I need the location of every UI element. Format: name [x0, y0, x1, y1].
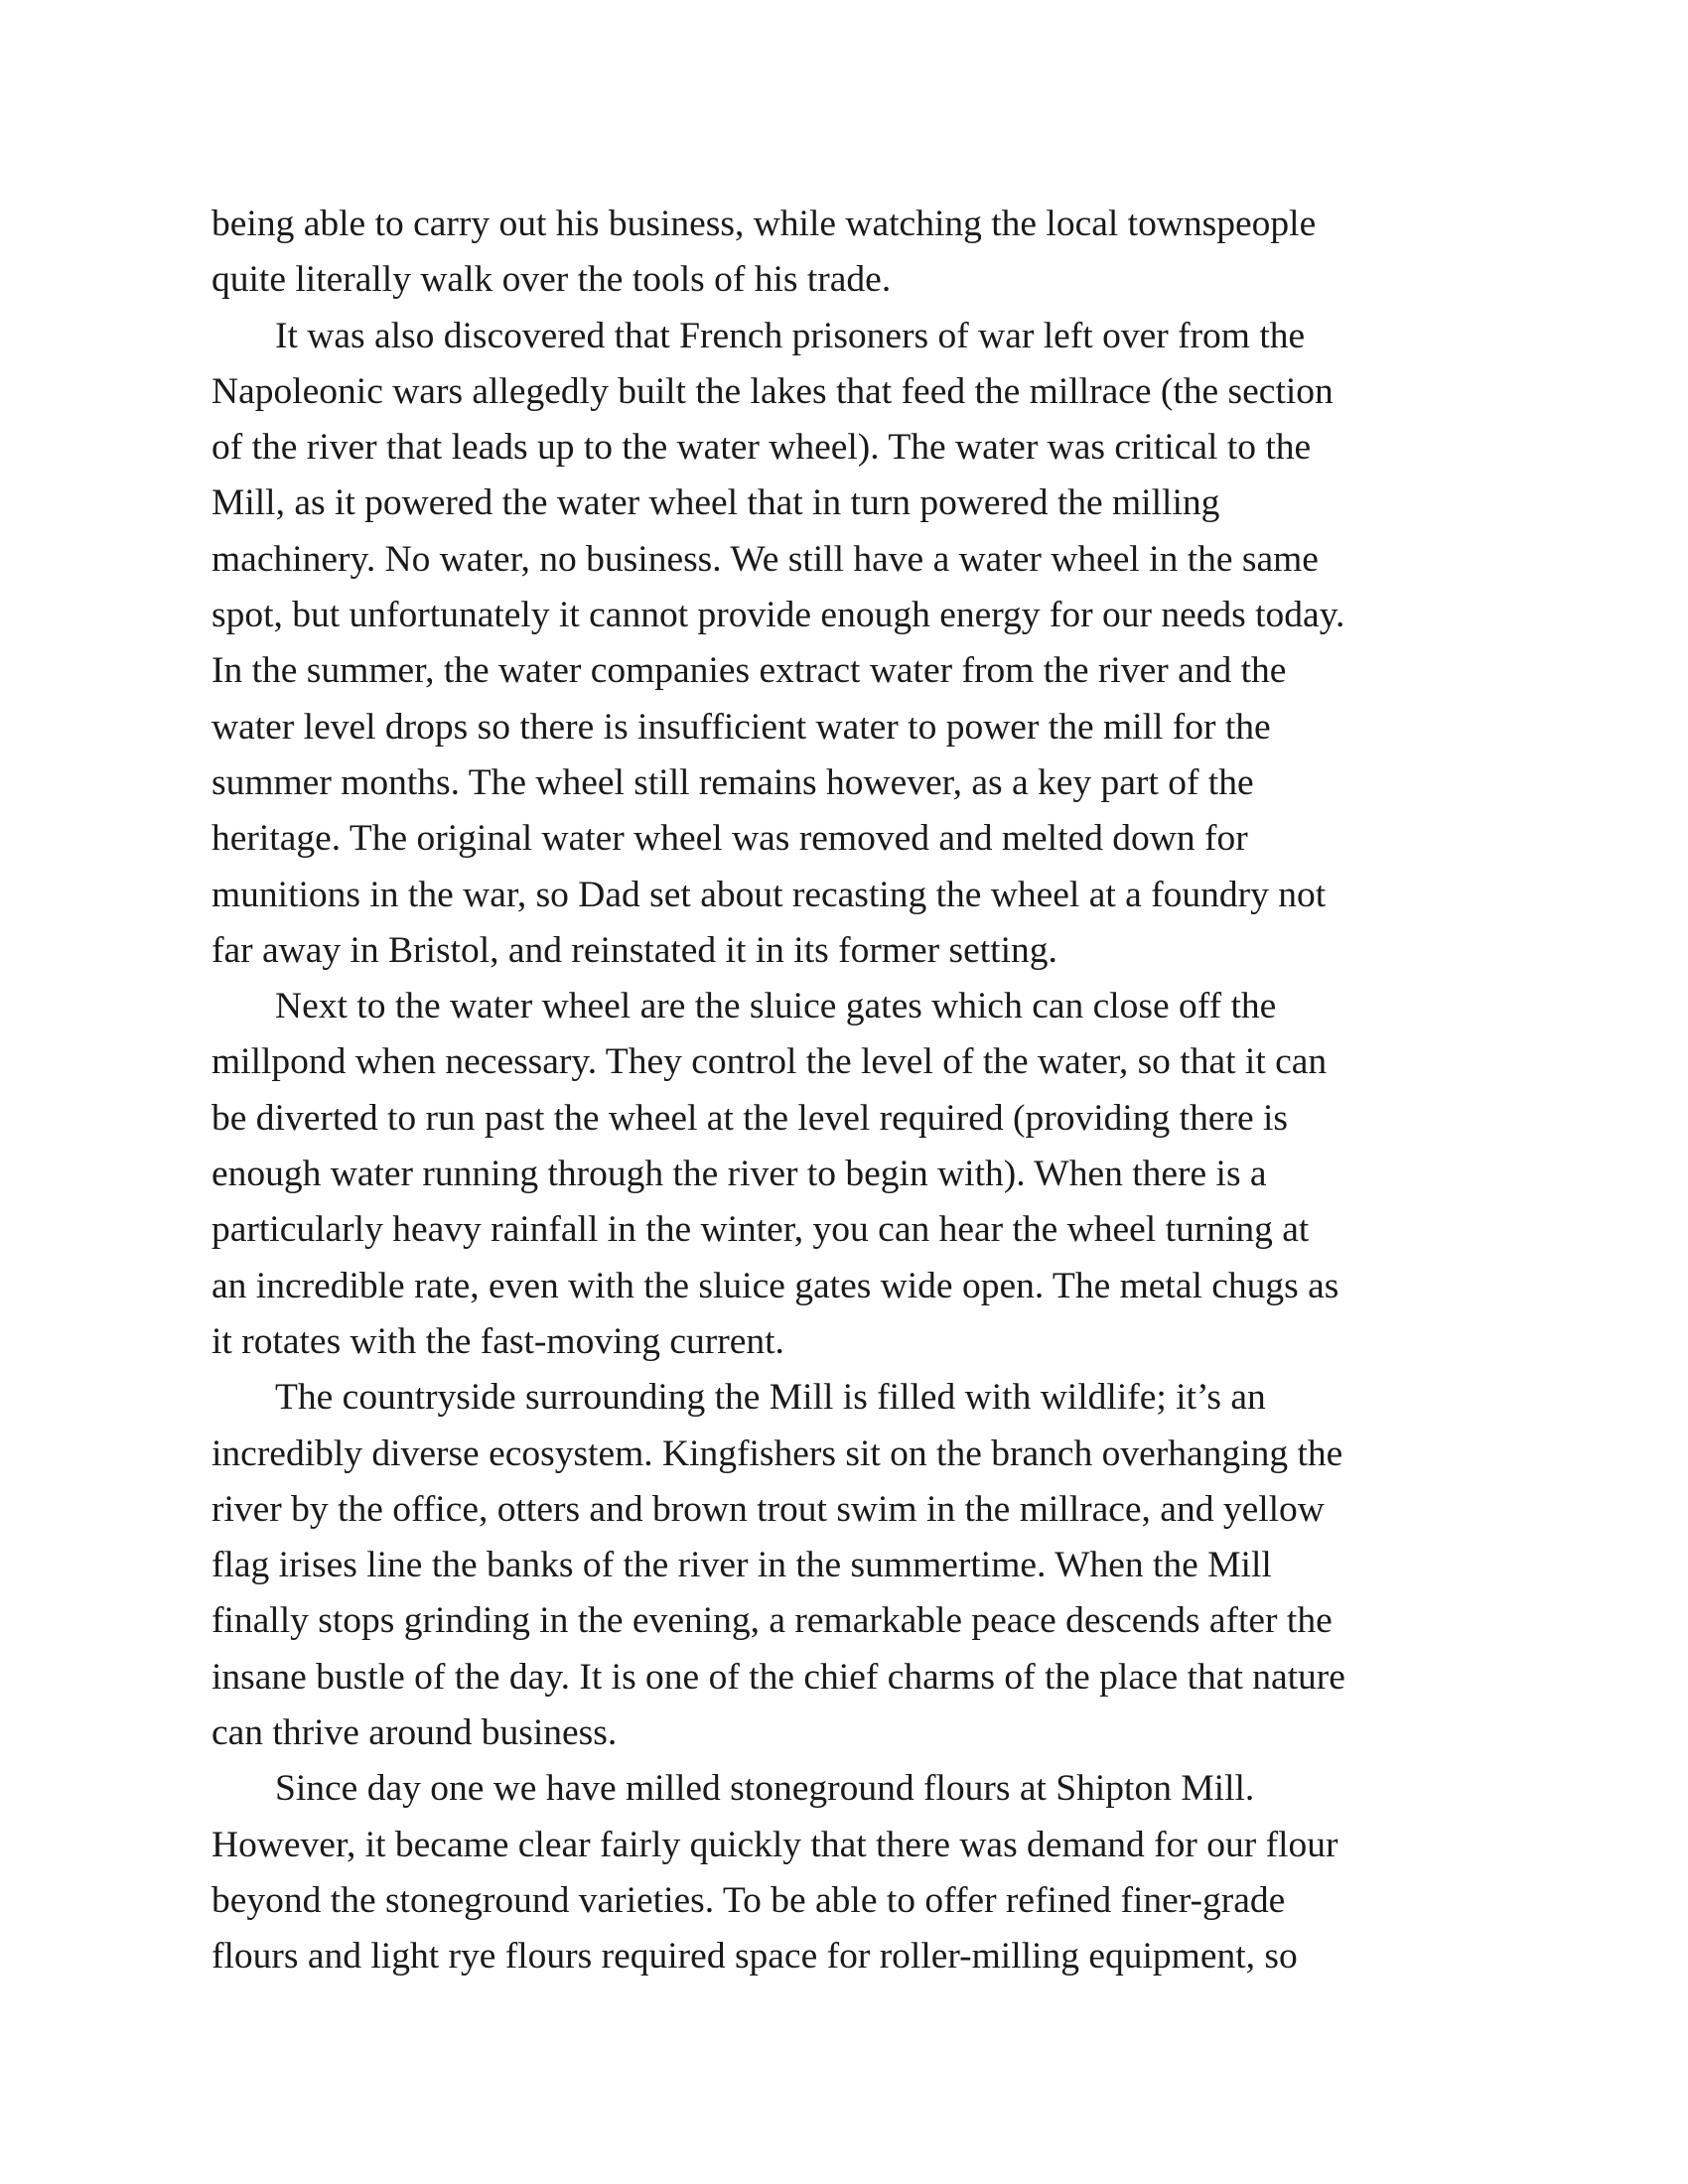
text-line: flours and light rye flours required space for roller-milling equipment, so	[211, 1936, 1298, 1978]
text-line: spot, but unfortunately it cannot provide enough energy for our needs today.	[211, 595, 1345, 636]
text-line: millpond when necessary. They control the level of the water, so that it can	[211, 1041, 1328, 1083]
text-line: incredibly diverse ecosystem. Kingfishers sit on the branch overhanging the	[211, 1433, 1343, 1474]
body-text	[211, 197, 1482, 1985]
text-line: Mill, as it powered the water wheel that in turn powered the milling	[211, 482, 1220, 524]
text-line: of the river that leads up to the water wheel). The water was critical to the	[211, 427, 1312, 469]
text-line: enough water running through the river to begin with). When there is a	[211, 1154, 1267, 1195]
text-line: flag irises line the banks of the river in the summertime. When the Mill	[211, 1545, 1272, 1586]
text-line: can thrive around business.	[211, 1712, 618, 1754]
text-line: it rotates with the fast-moving current.	[211, 1320, 784, 1362]
text-line: Napoleonic wars allegedly built the lakes that feed the millrace (the section	[211, 370, 1334, 412]
paragraph-first-line: It was also discovered that French prisoners of war left over from the	[275, 315, 1306, 356]
paragraph-first-line: Since day one we have milled stoneground flours at Shipton Mill.	[275, 1768, 1255, 1810]
text-line: machinery. No water, no business. We still have a water wheel in the same	[211, 538, 1319, 580]
text-line: beyond the stoneground varieties. To be able to offer refined finer-grade	[211, 1879, 1286, 1921]
text-line: finally stops grinding in the evening, a remarkable peace descends after the	[211, 1600, 1333, 1642]
text-line: an incredible rate, even with the sluice gates wide open. The metal chugs as	[211, 1265, 1339, 1306]
text-line: being able to carry out his business, while watching the local townspeople	[211, 204, 1317, 244]
text-line: particularly heavy rainfall in the winter, you can hear the wheel turning at	[211, 1209, 1310, 1251]
text-line: In the summer, the water companies extract water from the river and the	[211, 650, 1287, 692]
paragraph-first-line: Next to the water wheel are the sluice gates which can close off the	[275, 986, 1277, 1027]
text-line: munitions in the war, so Dad set about recasting the wheel at a foundry not	[211, 874, 1327, 915]
paragraph-first-line: The countryside surrounding the Mill is filled with wildlife; it’s an	[275, 1377, 1266, 1419]
text-line: be diverted to run past the wheel at the level required (providing there is	[211, 1097, 1289, 1139]
text-line: quite literally walk over the tools of his trade.	[211, 259, 892, 301]
text-line: heritage. The original water wheel was removed and melted down for	[211, 818, 1248, 860]
text-line: far away in Bristol, and reinstated it in its former setting.	[211, 929, 1057, 971]
text-line: However, it became clear fairly quickly that there was demand for our flour	[211, 1824, 1338, 1865]
text-line: water level drops so there is insufficient water to power the mill for the	[211, 706, 1271, 748]
text-line: insane bustle of the day. It is one of the chief charms of the place that nature	[211, 1656, 1345, 1698]
text-line: summer months. The wheel still remains however, as a key part of the	[211, 761, 1254, 803]
text-line: river by the office, otters and brown trout swim in the millrace, and yellow	[211, 1488, 1325, 1530]
